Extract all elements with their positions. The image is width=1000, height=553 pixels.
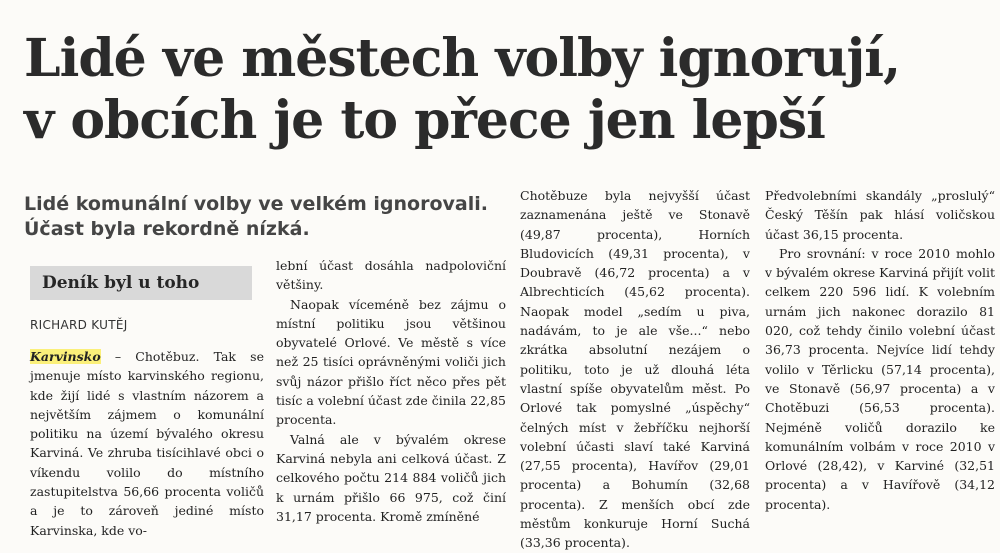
author-byline: RICHARD KUTĚJ bbox=[30, 318, 128, 332]
paragraph: Pro srovnání: v roce 2010 mohlo v bývalém okrese Karviná přijít volit celkem 220 596 lidí. K volebním urnám jich nakonec dorazilo 81 020, což tehdy činilo volební účast 36,73 procenta. Nejvíce lidí tehdy volilo v Těrlicku (57,14 procenta), ve Stonavě (56,97 procenta) a v Chotěbuzi (56,53 procenta). Nejméně voličů dorazilo ke komunálním volbám v roce 2010 v Orlové (28,42), v Karviné (32,51 procenta) a v Havířově (34,12 procenta). bbox=[765, 245, 995, 512]
subheadline bbox=[24, 192, 504, 242]
article-column-2 bbox=[276, 256, 506, 526]
lead-text: – Chotěbuz. Tak se jmenuje místo karvinského regionu, kde žijí lidé s vlastním názorem a největším zájmem o komunální politiku na území bývalého okresu Karviná. Ve zhruba tisícihlavé obci o víkendu volilo do místního zastupitelstva 56,66 procenta voličů a je to zároveň jediné místo Karvinska, kde vo- bbox=[30, 349, 264, 538]
section-kicker: Deník byl u toho bbox=[30, 266, 252, 300]
paragraph: Předvolebními skandály „proslulý“ Český Těšín pak hlásí voličskou účast 36,15 procenta. bbox=[765, 188, 995, 242]
headline-line-2: v obcích je to přece jen lepší bbox=[24, 90, 825, 151]
article-column-3 bbox=[520, 186, 750, 553]
article-column-4 bbox=[765, 186, 995, 514]
lead-paragraph bbox=[30, 347, 264, 540]
paragraph: Valná ale v bývalém okrese Karviná nebyla ani celková účast. Z celkového počtu 214 884 voličů jich k urnám přišlo 66 975, což činí 31,17 procenta. Kromě zmíněné bbox=[276, 431, 506, 524]
article-column-1 bbox=[30, 347, 264, 540]
paragraph: Chotěbuze byla nejvyšší účast zaznamenána ještě ve Stonavě (49,87 procenta), Horních Bludovicích (49,31 procenta), v Doubravě (46,72 procenta) a v Albrechticích (45,62 procenta). Naopak model „sedím u piva, nadávám, to je ale vše...“ nebo zkrátka absolutní nezájem o politiku, toto je už dlouhá léta vlastní spíše obyvatelům měst. Po Orlové tak pomyslné „úspěchy“ čelných míst v žebříčku nejhorší volební účasti slaví také Karviná (27,55 procenta), Havířov (29,01 procenta) a Bohumín (32,68 procenta). Z menších obcí zde městům konkuruje Horní Suchá (33,36 procenta). bbox=[520, 188, 750, 551]
paragraph: lební účast dosáhla nadpoloviční většiny. bbox=[276, 258, 506, 293]
paragraph: Naopak víceméně bez zájmu o místní politiku jsou většinou obyvatelé Orlové. Ve městě s více než 25 tisíci oprávněnými voliči jich svůj názor přišlo říct něco přes pět tisíc a volební účast zde činila 22,85 procenta. bbox=[276, 296, 506, 428]
subheadline-line-2: Účast byla rekordně nízká. bbox=[24, 218, 310, 240]
headline-line-1: Lidé ve městech volby ignorují, bbox=[24, 28, 901, 89]
headline bbox=[24, 28, 994, 152]
dateline-place: Karvinsko bbox=[30, 349, 101, 364]
subheadline-line-1: Lidé komunální volby ve velkém ignorovali. bbox=[24, 193, 488, 215]
